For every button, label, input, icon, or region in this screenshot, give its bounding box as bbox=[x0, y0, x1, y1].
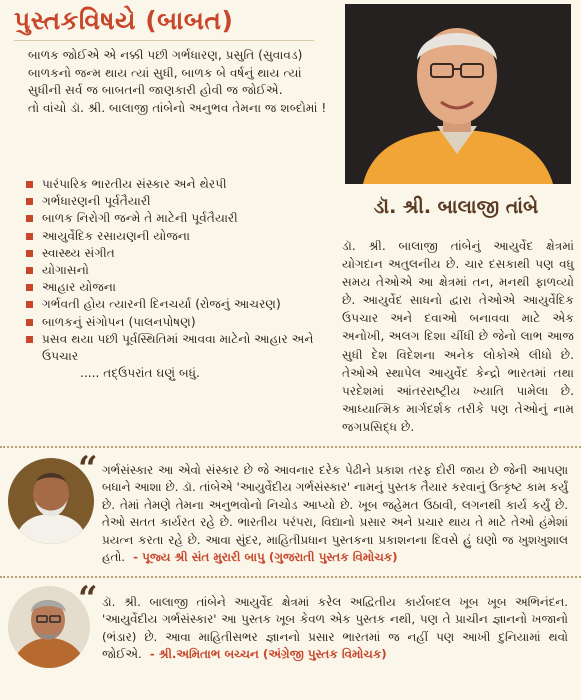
intro-paragraph: બાળક જોઈએ એ નક્કી પછી ગર્ભધારણ, પ્રસુતિ (સુવાવડ) બાળકનો જન્મ થાય ત્યાં સુધી, બાળક બે વર્ષનું થાય ત્યાં સુધીની સર્વ જ બાબતની જાણકારી હોવી જ જોઈએ. bbox=[28, 48, 303, 97]
square-bullet-icon bbox=[26, 301, 33, 308]
intro-call-to-read: તો વાંચો ડૉ. શ્રી. બાલાજી તાંબેનો અનુભવ તેમના જ શબ્દોમાં ! bbox=[28, 100, 327, 115]
quote-attribution: - શ્રી.અમિતાભ બચ્ચન (અંગ્રેજી પુસ્તક વિમોચક) bbox=[149, 647, 387, 662]
author-bio: ડૉ. શ્રી. બાલાજી તાંબેનું આયુર્વેદ ક્ષેત્રમાં યોગદાન અતુલનીય છે. ચાર દસકાથી પણ વધુ સમય તેઓએ આ ક્ષેત્રમાં તન, મનથી ફાળવ્યો છે. આયુર્વેદ સાધનો દ્વારા તેઓએ આયુર્વેદિક ઉપચાર અને દવાઓ બનાવવા માટે એક અનોખી, અલગ દિશા ચીંધી છે જેનો લાભ આજ સુધી દેશ વિદેશના અનેક લોકોએ લીધો છે. તેઓએ સ્થાપેલ આયુર્વેદ કેન્દ્રો ભારતમાં તથા પરદેશમાં આંતરરાષ્ટ્રીય ખ્યાતિ પામેલા છે. આધ્યાત્મિક માર્ગદર્શક તરીકે પણ તેઓનું નામ જગપ્રસિદ્ધ છે. bbox=[342, 239, 574, 434]
feature-item bbox=[26, 245, 326, 262]
section-divider bbox=[0, 446, 581, 448]
quote-body: ડૉ. શ્રી. બાલાજી તાંબેને આયુર્વેદ ક્ષેત્રમાં કરેલ અદ્વિતીય કાર્યબદલ ખૂબ ખૂબ અભિનંદન. 'આયુર્વેદીય ગર્ભસંસ્કાર' આ પુસ્તક ખૂબ કેવળ એક પુસ્તક નથી, પણ તે પ્રાચીન જ્ઞાનનો ખજાનો (ભંડાર) છે. આવા માહિતીસભર જ્ઞાનનો પ્રસાર ભારતમાં જ નહીં પણ આખી દુનિયામાં થવો જોઈએ. bbox=[102, 595, 568, 662]
author-photo bbox=[345, 4, 571, 184]
feature-label: આયુર્વેદિક રસાયણની યોજના bbox=[42, 228, 190, 243]
feature-item bbox=[26, 331, 326, 365]
feature-item bbox=[26, 262, 326, 279]
quote-attribution: - પૂજ્ય શ્રી સંત મુરારી બાપુ (ગુજરાતી પુસ્તક વિમોચક) bbox=[133, 550, 398, 565]
quote-mark-icon: “ bbox=[78, 579, 98, 619]
feature-label: ગર્ભધારણની પૂર્વતૈયારી bbox=[42, 194, 151, 209]
feature-label: યોગાસનો bbox=[42, 263, 89, 278]
square-bullet-icon bbox=[26, 233, 33, 240]
quote-text bbox=[102, 594, 568, 664]
feature-label: સ્વાસ્થ્ય સંગીત bbox=[42, 245, 115, 260]
square-bullet-icon bbox=[26, 319, 33, 326]
feature-item bbox=[26, 193, 326, 210]
feature-item bbox=[26, 176, 326, 193]
square-bullet-icon bbox=[26, 336, 33, 343]
feature-item bbox=[26, 279, 326, 296]
author-name: ડૉ. શ્રી. બાલાજી તાંબે bbox=[373, 196, 539, 218]
square-bullet-icon bbox=[26, 215, 33, 222]
feature-label: પ્રસવ થયા પછી પૂર્વસ્થિતિમાં આવવા માટેનો આહાર અને ઉપચાર bbox=[42, 331, 314, 364]
feature-list bbox=[26, 176, 326, 382]
feature-item bbox=[26, 228, 326, 245]
quote-body: ગર્ભસંસ્કાર આ એવો સંસ્કાર છે જે આવનાર દરેક પેઢીને પ્રકાશ તરફ દોરી જાય છે જેની આપણા બધાને આશા છે. ડૉ. તાંબેએ 'આયુર્વેદીય ગર્ભસંસ્કાર' નામનું પુસ્તક તૈયાર કરવાનું ઉત્કૃષ્ટ કામ કર્યું છે. તેમાં તેમણે તેમના અનુભવોનો નિચોડ આપ્યો છે. ખૂબ જહેમત ઉઠાવી, લગનથી કાર્ય કર્યું છે. તેઓ સતત કાર્યરત રહે છે. ભારતીય પરંપરા, વિદ્યાનો પ્રસાર અને પ્રચાર થાય તે માટે તેઓ હંમેશાં પ્રયત્ન કરતા રહે છે. આવા સુંદર, માહિતીપ્રધાન પુસ્તકના પ્રકાશનના દિવસે હું ઘણો જ ખુશખુશાલ હતો. bbox=[102, 463, 568, 565]
square-bullet-icon bbox=[26, 267, 33, 274]
square-bullet-icon bbox=[26, 284, 33, 291]
feature-label: ગર્ભવતી હોય ત્યારની દિનચર્યા (રોજનું આચરણ) bbox=[42, 297, 281, 312]
page-title: પુસ્તકવિષયે (બાબત) bbox=[14, 6, 234, 35]
title-divider bbox=[14, 40, 314, 41]
author-portrait-image bbox=[345, 4, 571, 184]
intro-section bbox=[28, 47, 328, 117]
feature-label: બાળક નિરોગી જન્મે તે માટેની પૂર્વતૈયારી bbox=[42, 211, 238, 226]
quote-mark-icon: “ bbox=[78, 449, 98, 489]
square-bullet-icon bbox=[26, 198, 33, 205]
feature-item bbox=[26, 296, 326, 313]
feature-label: આહાર યોજના bbox=[42, 280, 116, 295]
feature-more: ..... તદ્ઉપરાંત ઘણું બધું. bbox=[80, 366, 200, 381]
square-bullet-icon bbox=[26, 250, 33, 257]
square-bullet-icon bbox=[26, 181, 33, 188]
section-divider bbox=[0, 576, 581, 578]
feature-item bbox=[26, 210, 326, 227]
feature-label: બાળકનું સંગોપન (પાલનપોષણ) bbox=[42, 314, 196, 329]
feature-item bbox=[26, 314, 326, 331]
feature-label: પારંપારિક ભારતીય સંસ્કાર અને થેરપી bbox=[42, 177, 227, 191]
quote-text bbox=[102, 462, 568, 566]
